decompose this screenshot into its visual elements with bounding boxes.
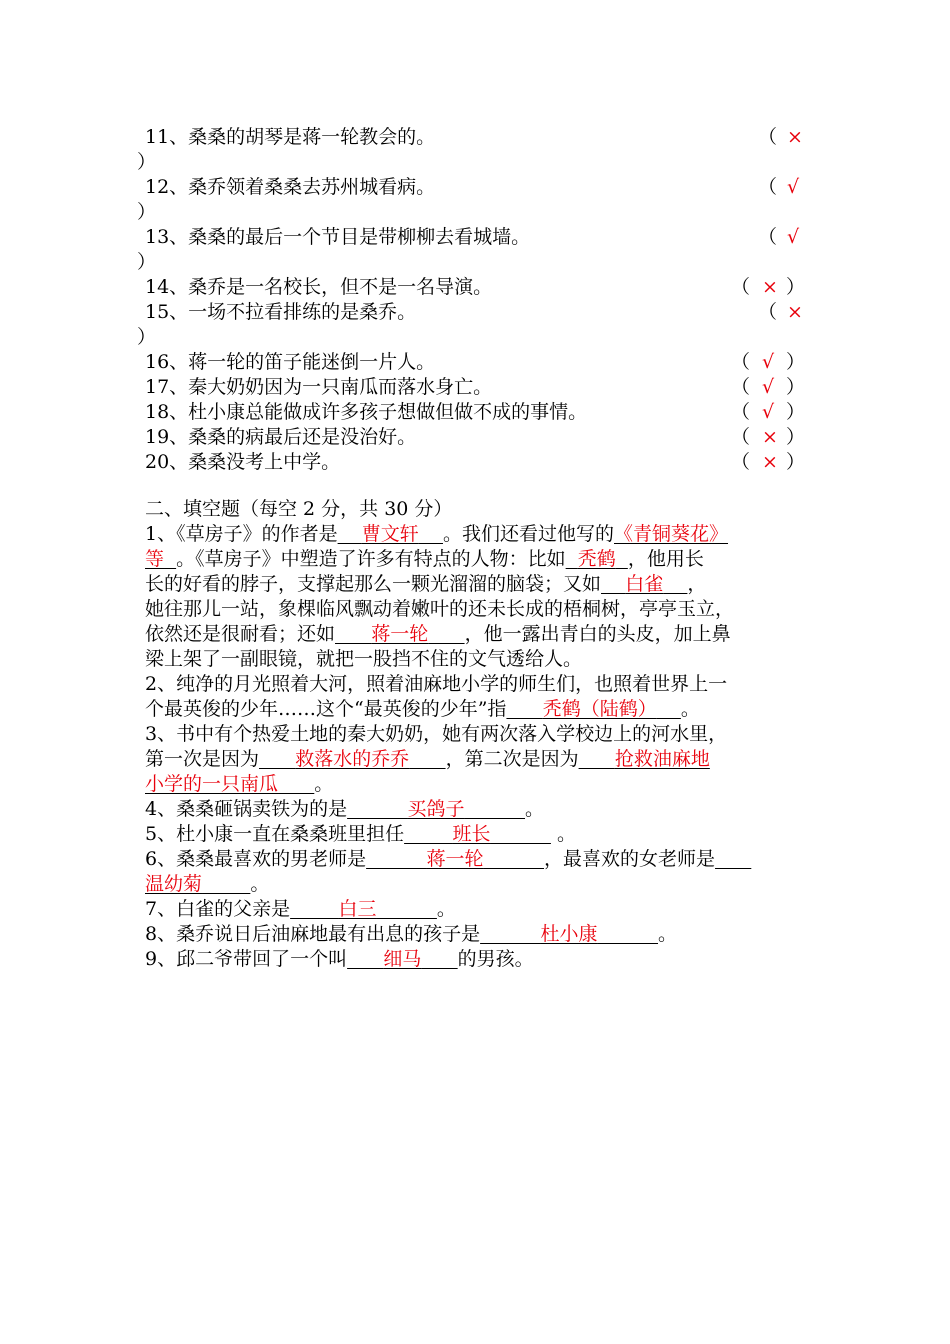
tf-question-text: 14、桑乔是一名校长，但不是一名导演。 <box>145 276 493 298</box>
blank-q1-5 <box>335 623 465 645</box>
blank-q6-1 <box>366 848 544 870</box>
answer-q1-3: 秃鹤 <box>577 548 616 570</box>
paren-open: （ <box>731 426 751 448</box>
blank-q3-2b <box>145 773 314 795</box>
fill-q1-line2: 等 。《草房子》中塑造了许多有特点的人物：比如 秃鹤 ，他用长 <box>145 548 704 570</box>
blank-q5 <box>404 823 551 845</box>
fill-q1-line1: 1、《草房子》的作者是 曹文轩 。我们还看过他写的《青铜葵花》 <box>145 523 729 545</box>
blank-q6-2b <box>145 873 250 895</box>
fill-q2-line1: 2、纯净的月光照着大河，照着油麻地小学的师生们，也照着世界上一 <box>145 673 728 695</box>
tf-question-text: 20、桑桑没考上中学。 <box>145 451 341 473</box>
answer-q1-4: 白雀 <box>625 573 664 595</box>
fill-q6-line1: 6、桑桑最喜欢的男老师是 蒋一轮 ，最喜欢的女老师是 <box>145 847 751 872</box>
answer-q1-2b: 等 <box>145 548 165 570</box>
paren-open: （ <box>758 126 778 148</box>
blank-q7 <box>290 898 437 920</box>
tf-question-text: 19、桑桑的病最后还是没治好。 <box>145 426 417 448</box>
check-mark: √ <box>787 176 800 198</box>
paren-open: （ <box>731 401 751 423</box>
paren-close: ） <box>137 201 157 223</box>
fill-q9: 9、邱二爷带回了一个叫 细马 的男孩。 <box>145 948 534 970</box>
fill-q2-line2: 个最英俊的少年……这个“最英俊的少年”指 秃鹤（陆鹤） 。 <box>145 698 700 720</box>
blank-q1-4 <box>601 573 687 595</box>
tf-question-text: 11、桑桑的胡琴是蒋一轮教会的。 <box>145 126 436 148</box>
fill-q3-line3: 小学的一只南瓜 。 <box>145 773 334 795</box>
paren-close: ） <box>786 376 806 398</box>
paren-open: （ <box>758 176 778 198</box>
fill-q6-line2: 温幼菊 。 <box>145 873 270 895</box>
answer-q2: 秃鹤（陆鹤） <box>542 698 657 720</box>
paren-open: （ <box>758 226 778 248</box>
cross-mark: × <box>762 426 778 448</box>
blank-q9 <box>347 948 458 970</box>
answer-q3-1: 救落水的乔乔 <box>295 748 410 770</box>
answer-q6-1: 蒋一轮 <box>426 848 484 870</box>
blank-q1-1 <box>338 523 443 545</box>
cross-mark: × <box>762 451 778 473</box>
tf-question-text: 17、秦大奶奶因为一只南瓜而落水身亡。 <box>145 376 493 398</box>
blank-q4 <box>347 798 525 820</box>
blank-q2 <box>506 698 680 720</box>
fill-q3-line2: 第一次是因为 救落水的乔乔 ，第二次是因为 抢救油麻地 <box>145 748 710 770</box>
fill-q1-line3: 长的好看的脖子，支撑起那么一颗光溜溜的脑袋；又如 白雀 ， <box>145 573 707 595</box>
check-mark: √ <box>762 351 775 373</box>
tf-question-text: 12、桑乔领着桑桑去苏州城看病。 <box>145 176 436 198</box>
fill-q8: 8、桑乔说日后油麻地最有出息的孩子是 杜小康 。 <box>145 923 678 945</box>
paren-open: （ <box>758 301 778 323</box>
fill-q5: 5、杜小康一直在桑桑班里担任 班长 。 <box>145 823 576 845</box>
paren-close: ） <box>786 351 806 373</box>
paren-open: （ <box>731 351 751 373</box>
section-2-title: 二、填空题（每空 2 分，共 30 分） <box>145 498 453 520</box>
answer-q7: 白三 <box>338 898 377 920</box>
answer-q1-2a: 《青铜葵花》 <box>614 523 729 545</box>
cross-mark: × <box>787 126 803 148</box>
answer-q3-2b: 小学的一只南瓜 <box>145 773 279 795</box>
blank-q3-2a <box>579 748 710 770</box>
paren-open: （ <box>731 276 751 298</box>
paren-close: ） <box>137 151 157 173</box>
tf-question-text: 18、杜小康总能做成许多孩子想做但做不成的事情。 <box>145 401 588 423</box>
answer-q1-5: 蒋一轮 <box>371 623 429 645</box>
paren-close: ） <box>786 401 806 423</box>
paren-close: ） <box>786 276 806 298</box>
fill-q1-line4: 她往那儿一站，象棵临风飘动着嫩叶的还未长成的梧桐树，亭亭玉立， <box>145 598 735 620</box>
blank-q1-2b <box>145 548 176 570</box>
check-mark: √ <box>762 401 775 423</box>
cross-mark: × <box>762 276 778 298</box>
tf-question-text: 13、桑桑的最后一个节目是带柳柳去看城墙。 <box>145 226 531 248</box>
cross-mark: × <box>787 301 803 323</box>
answer-q3-2a: 抢救油麻地 <box>614 748 710 770</box>
paren-close: ） <box>137 326 157 348</box>
fill-q1-line6: 梁上架了一副眼镜，就把一股挡不住的文气透给人。 <box>145 648 583 670</box>
paren-open: （ <box>731 451 751 473</box>
fill-q3-line1: 3、书中有个热爱土地的秦大奶奶，她有两次落入学校边上的河水里， <box>145 723 728 745</box>
answer-q8: 杜小康 <box>540 923 598 945</box>
tf-question-text: 15、一场不拉看排练的是桑乔。 <box>145 301 417 323</box>
answer-q6-2: 温幼菊 <box>145 873 203 895</box>
fill-q4: 4、桑桑砸锅卖铁为的是 买鸽子 。 <box>145 798 545 820</box>
paren-open: （ <box>731 376 751 398</box>
paren-close: ） <box>137 251 157 273</box>
blank-q6-2a <box>715 848 751 870</box>
fill-q7: 7、白雀的父亲是 白三 。 <box>145 898 456 920</box>
fill-q1-line5: 依然还是很耐看；还如 蒋一轮 ，他一露出青白的头皮，加上鼻 <box>145 623 731 645</box>
check-mark: √ <box>762 376 775 398</box>
blank-q3-1 <box>259 748 446 770</box>
tf-question-text: 16、蒋一轮的笛子能迷倒一片人。 <box>145 351 436 373</box>
answer-q9: 细马 <box>383 948 422 970</box>
answer-q4: 买鸽子 <box>407 798 465 820</box>
blank-q1-3 <box>566 548 628 570</box>
paren-close: ） <box>786 451 806 473</box>
answer-q5: 班长 <box>452 823 491 845</box>
check-mark: √ <box>787 226 800 248</box>
blank-q8 <box>480 923 658 945</box>
answer-q1-1: 曹文轩 <box>361 523 419 545</box>
paren-close: ） <box>786 426 806 448</box>
